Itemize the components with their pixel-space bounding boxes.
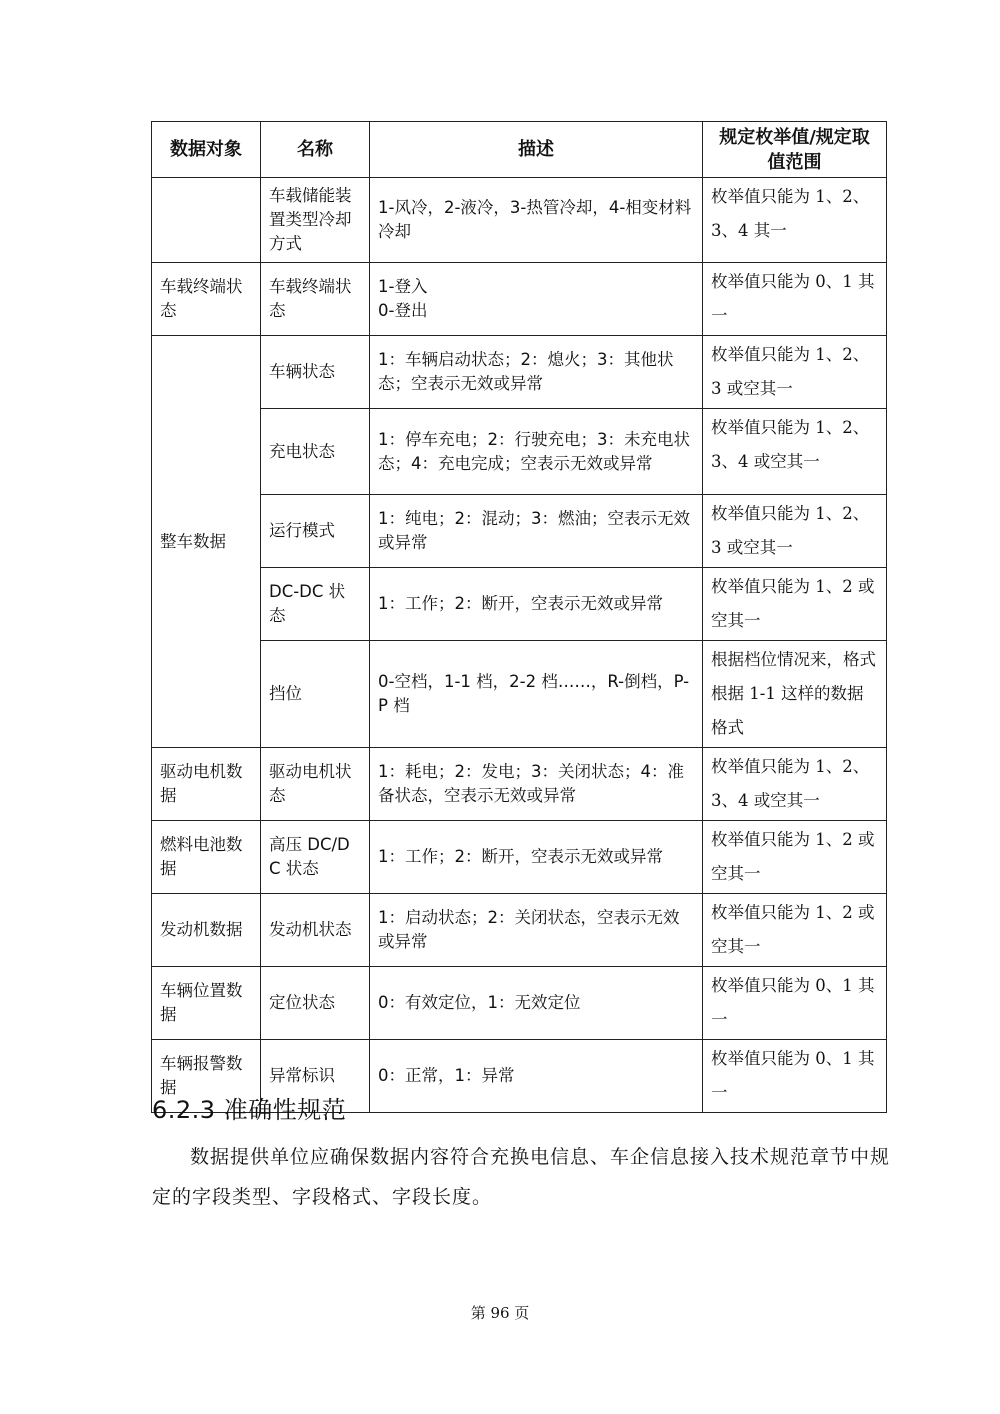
cell-name: DC-DC 状态 [261,568,370,641]
table-row [152,495,887,568]
cell-enum-range: 根据档位情况来，格式根据 1-1 这样的数据格式 [703,641,887,748]
cell-description: 0-空档，1-1 档，2-2 档……，R-倒档，P-P 档 [370,641,703,748]
cell-name: 车载终端状态 [261,263,370,336]
table-row [152,967,887,1040]
data-spec-table [151,121,887,1113]
cell-description: 0：正常，1：异常 [370,1040,703,1113]
cell-name: 充电状态 [261,409,370,495]
cell-name: 车辆状态 [261,336,370,409]
cell-data-object: 车辆报警数据 [152,1040,261,1113]
cell-description: 1：耗电；2：发电；3：关闭状态；4：准备状态，空表示无效或异常 [370,748,703,821]
table-row [152,568,887,641]
cell-description: 1：工作；2：断开，空表示无效或异常 [370,821,703,894]
page-number: 第 96 页 [470,1304,530,1322]
cell-description: 1-登入 0-登出 [370,263,703,336]
cell-name: 定位状态 [261,967,370,1040]
cell-enum-range: 枚举值只能为 0、1 其一 [703,263,887,336]
cell-name: 挡位 [261,641,370,748]
cell-enum-range: 枚举值只能为 0、1 其一 [703,1040,887,1113]
cell-description: 1：启动状态；2：关闭状态，空表示无效或异常 [370,894,703,967]
cell-data-object: 驱动电机数据 [152,748,261,821]
cell-description: 1：工作；2：断开，空表示无效或异常 [370,568,703,641]
cell-name: 高压 DC/DC 状态 [261,821,370,894]
table-row [152,263,887,336]
header-name: 名称 [261,122,370,178]
header-data-object: 数据对象 [152,122,261,178]
cell-enum-range: 枚举值只能为 1、2、3 或空其一 [703,336,887,409]
cell-description: 1：纯电；2：混动；3：燃油；空表示无效或异常 [370,495,703,568]
cell-enum-range: 枚举值只能为 1、2 或空其一 [703,821,887,894]
table-row [152,336,887,409]
cell-data-object [152,178,261,263]
table-row [152,641,887,748]
table-row [152,409,887,495]
cell-description: 0：有效定位，1：无效定位 [370,967,703,1040]
cell-description: 1：车辆启动状态；2：熄火；3：其他状态；空表示无效或异常 [370,336,703,409]
cell-enum-range: 枚举值只能为 0、1 其一 [703,967,887,1040]
cell-name: 运行模式 [261,495,370,568]
cell-description: 1-风冷，2-液冷，3-热管冷却，4-相变材料冷却 [370,178,703,263]
cell-data-object: 整车数据 [152,336,261,748]
cell-enum-range: 枚举值只能为 1、2、3、4 其一 [703,178,887,263]
header-description: 描述 [370,122,703,178]
header-enum-range: 规定枚举值/规定取值范围 [703,122,887,178]
table-row [152,894,887,967]
table-row [152,178,887,263]
cell-enum-range: 枚举值只能为 1、2 或空其一 [703,894,887,967]
cell-data-object: 燃料电池数据 [152,821,261,894]
cell-data-object: 发动机数据 [152,894,261,967]
cell-enum-range: 枚举值只能为 1、2 或空其一 [703,568,887,641]
cell-name: 驱动电机状态 [261,748,370,821]
table-row [152,748,887,821]
body-paragraph: 数据提供单位应确保数据内容符合充换电信息、车企信息接入技术规范章节中规定的字段类型、字段格式、字段长度。 [152,1146,891,1208]
cell-data-object: 车载终端状态 [152,263,261,336]
section-heading: 6.2.3 准确性规范 [152,1096,347,1124]
cell-description: 1：停车充电；2：行驶充电；3：未充电状态；4：充电完成；空表示无效或异常 [370,409,703,495]
cell-name: 异常标识 [261,1040,370,1113]
table-row [152,821,887,894]
cell-data-object: 车辆位置数据 [152,967,261,1040]
table-header-row [152,122,887,178]
cell-enum-range: 枚举值只能为 1、2、3 或空其一 [703,495,887,568]
cell-enum-range: 枚举值只能为 1、2、3、4 或空其一 [703,748,887,821]
cell-name: 发动机状态 [261,894,370,967]
cell-name: 车载储能装置类型冷却方式 [261,178,370,263]
cell-enum-range: 枚举值只能为 1、2、3、4 或空其一 [703,409,887,495]
